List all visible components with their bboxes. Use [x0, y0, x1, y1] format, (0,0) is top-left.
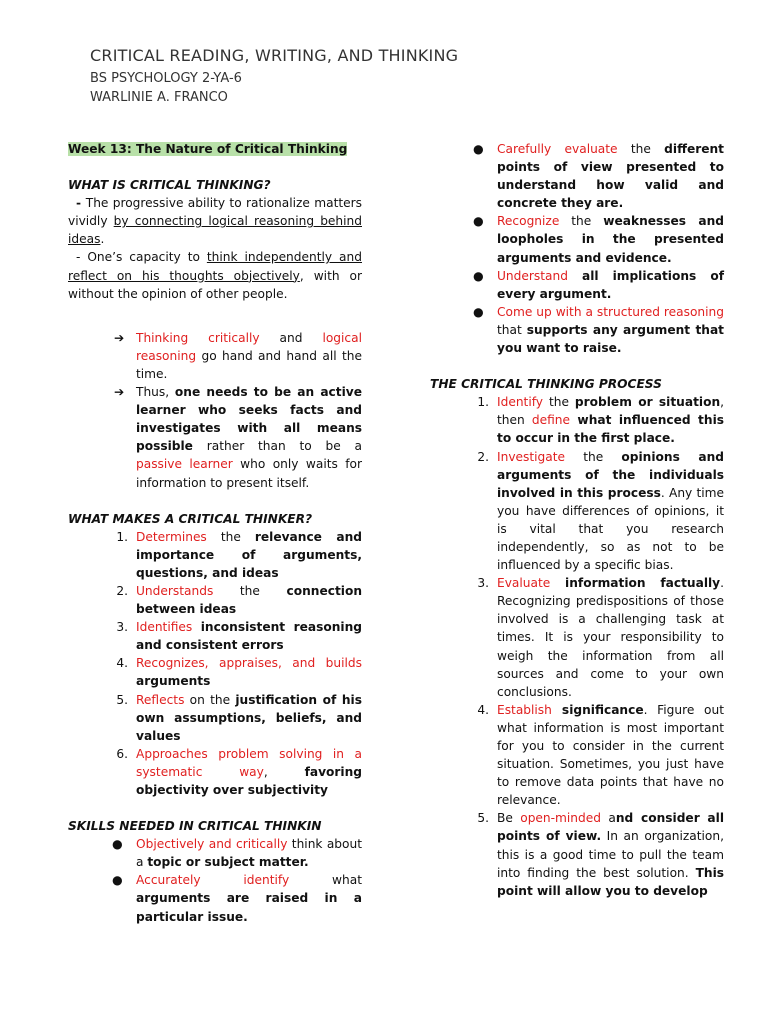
section-what-is-critical-thinking: WHAT IS CRITICAL THINKING? — [68, 178, 271, 193]
bullet-icon: ● — [112, 837, 123, 852]
section-critical-thinking-process: THE CRITICAL THINKING PROCESS — [430, 377, 662, 392]
list-item: ➔ Thinking critically and logical reasoning go hand and hand all the time. — [114, 330, 362, 381]
section-skills-needed: SKILLS NEEDED IN CRITICAL THINKIN — [68, 819, 322, 834]
list-item: ➔ Thus, one needs to be an active learner who seeks facts and investigates with all means possible rather than to be a passive learner who only waits for information to present itself. — [114, 385, 362, 490]
list-item: 1. Identify the problem or situation, then define what influenced this to occur in the first place. — [477, 395, 725, 446]
list-item: ● Recognize the weaknesses and loopholes in the presented arguments and evidence. — [473, 214, 725, 265]
left-column — [68, 140, 362, 926]
list-item: 5. Be open-minded and consider all points of view. In an organization, this is a good time to pull the team into finding the best solution. This point will allow you to develop — [477, 811, 725, 898]
bullet-list — [68, 835, 362, 925]
bullet-icon: ● — [473, 214, 484, 229]
list-item: ● Carefully evaluate the different points of view presented to understand how valid and concrete they are. — [473, 142, 724, 211]
arrow-icon: ➔ — [114, 385, 125, 400]
list-item: 2. Investigate the opinions and arguments of the individuals involved in this process. Any time you have differences of opinions, it is vital that you research independently, so as not to be influenced by a specific bias. — [477, 449, 724, 573]
list-item: 3. Evaluate information factually. Recognizing predispositions of those involved is a challenging task at times. It is your responsibility to weigh the information from all sources and come to your own conclusions. — [477, 576, 724, 699]
list-item: 3. Identifies inconsistent reasoning and consistent errors — [116, 620, 362, 653]
document-header — [90, 46, 458, 105]
list-item: 5. Reflects on the justification of his own assumptions, beliefs, and values — [116, 692, 362, 743]
document-title: CRITICAL READING, WRITING, AND THINKING — [90, 46, 459, 65]
course-code: BS PSYCHOLOGY 2-YA-6 — [90, 71, 242, 86]
arrow-icon: ➔ — [114, 330, 125, 345]
week-heading: Week 13: The Nature of Critical Thinking — [68, 142, 348, 156]
numbered-list — [430, 393, 724, 900]
list-item: ● Accurately identify what arguments are raised in a particular issue. — [112, 873, 362, 924]
section-what-makes-critical-thinker: WHAT MAKES A CRITICAL THINKER? — [68, 511, 313, 526]
bullet-icon: ● — [112, 873, 123, 888]
list-item: 6. Approaches problem solving in a systematic way, favoring objectivity over subjectivity — [116, 746, 363, 797]
list-item: 4. Establish significance. Figure out what information is most important for you to consider in the current situation. Sometimes, you just have to remove data points that have no relevance. — [477, 702, 725, 808]
list-item: 2. Understands the connection between ideas — [116, 583, 362, 617]
bullet-list — [430, 140, 724, 357]
list-item: 4. Recognizes, appraises, and builds arguments — [116, 656, 362, 689]
list-item: ● Objectively and critically think about a topic or subject matter. — [112, 837, 362, 870]
numbered-list — [68, 528, 362, 799]
definition-2: - One’s capacity to think independently and reflect on his thoughts objectively, with or without the opinion of other people. — [68, 250, 362, 301]
definition-1: - The progressive ability to rationalize matters vividly by connecting logical reasoning behind ideas. — [68, 196, 362, 247]
author-name: WARLINIE A. FRANCO — [90, 90, 228, 105]
list-item: 1. Determines the relevance and importance of arguments, questions, and ideas — [116, 529, 362, 580]
bullet-icon: ● — [473, 142, 484, 156]
bullet-icon: ● — [473, 304, 484, 319]
list-item: ● Come up with a structured reasoning that supports any argument that you want to raise. — [473, 304, 724, 356]
arrow-list — [68, 329, 362, 492]
bullet-icon: ● — [473, 268, 484, 283]
right-column — [430, 140, 724, 900]
list-item: ● Understand all implications of every argument. — [473, 268, 724, 301]
